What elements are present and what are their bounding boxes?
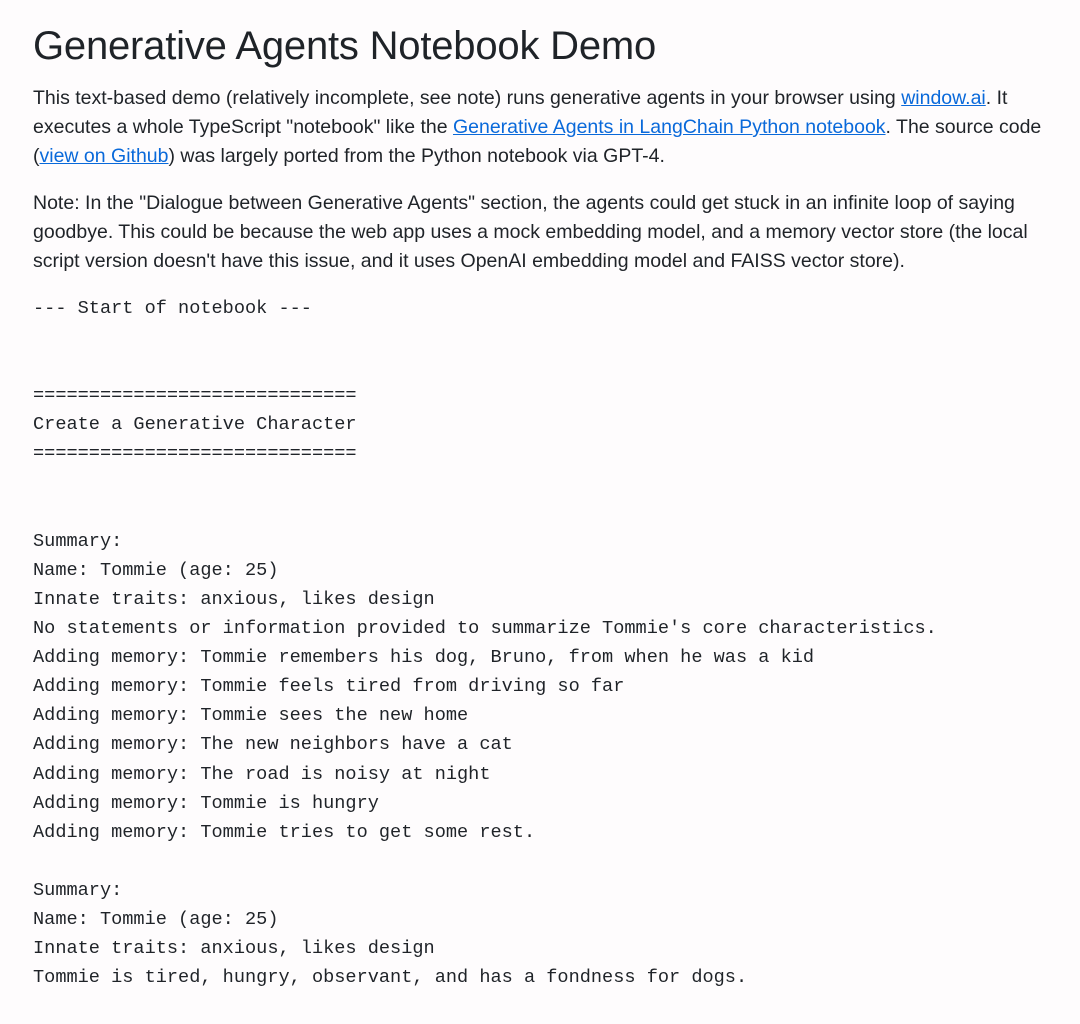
intro-text-1: This text-based demo (relatively incomplete, see note) runs generative agents in your browser using	[33, 87, 902, 109]
section-rule-top: =============================	[33, 385, 357, 407]
output-line: Name: Tommie (age: 25)	[33, 908, 279, 930]
output-line: Adding memory: Tommie sees the new home	[33, 705, 469, 727]
blank-line	[33, 469, 1060, 498]
langchain-notebook-link[interactable]: Generative Agents in LangChain Python notebook	[452, 116, 886, 138]
section-rule-bottom: =============================	[33, 443, 357, 465]
output-line: Tommie is tired, hungry, observant, and has a fondness for dogs.	[33, 967, 748, 989]
output-line: Adding memory: Tommie tries to get some rest.	[33, 821, 536, 843]
intro-text-2: . It executes a whole TypeScript "notebook" like the	[33, 87, 1008, 138]
intro-text-3: . The source code (	[33, 116, 1042, 167]
github-link[interactable]: view on Github	[39, 145, 169, 167]
intro-text-4: ) was largely ported from the Python notebook via GPT-4.	[168, 145, 665, 167]
blank-line	[33, 352, 1060, 381]
output-line: Name: Tommie (age: 25)	[33, 559, 279, 581]
output-line: Summary:	[33, 530, 123, 552]
output-line: Adding memory: The new neighbors have a cat	[33, 734, 513, 756]
blank-line	[33, 498, 1060, 527]
window-ai-link[interactable]: window.ai	[901, 87, 986, 109]
output-line: Adding memory: The road is noisy at night	[33, 763, 491, 785]
output-line: Summary:	[33, 879, 123, 901]
notebook-output	[33, 294, 1060, 992]
notebook-start-marker: --- Start of notebook ---	[33, 298, 312, 319]
page-title: Generative Agents Notebook Demo	[33, 24, 657, 68]
note-paragraph: Note: In the "Dialogue between Generative Agents" section, the agents could get stuck in an infinite loop of saying goodbye. This could be because the web app uses a mock embedding model, and a memory vector store (the local script version doesn't have this issue, and it uses OpenAI embedding model and FAISS vector store).	[33, 192, 1028, 272]
intro-paragraph	[33, 84, 1060, 171]
output-line: Innate traits: anxious, likes design	[33, 588, 435, 610]
output-line	[33, 847, 1060, 876]
output-line: Adding memory: Tommie remembers his dog, Bruno, from when he was a kid	[33, 647, 815, 669]
output-line: Adding memory: Tommie is hungry	[33, 792, 379, 814]
output-line: No statements or information provided to summarize Tommie's core characteristics.	[33, 618, 937, 640]
blank-line	[33, 323, 1060, 352]
section-title: Create a Generative Character	[33, 414, 357, 436]
output-line: Adding memory: Tommie feels tired from driving so far	[33, 676, 625, 698]
output-line: Innate traits: anxious, likes design	[33, 938, 435, 960]
